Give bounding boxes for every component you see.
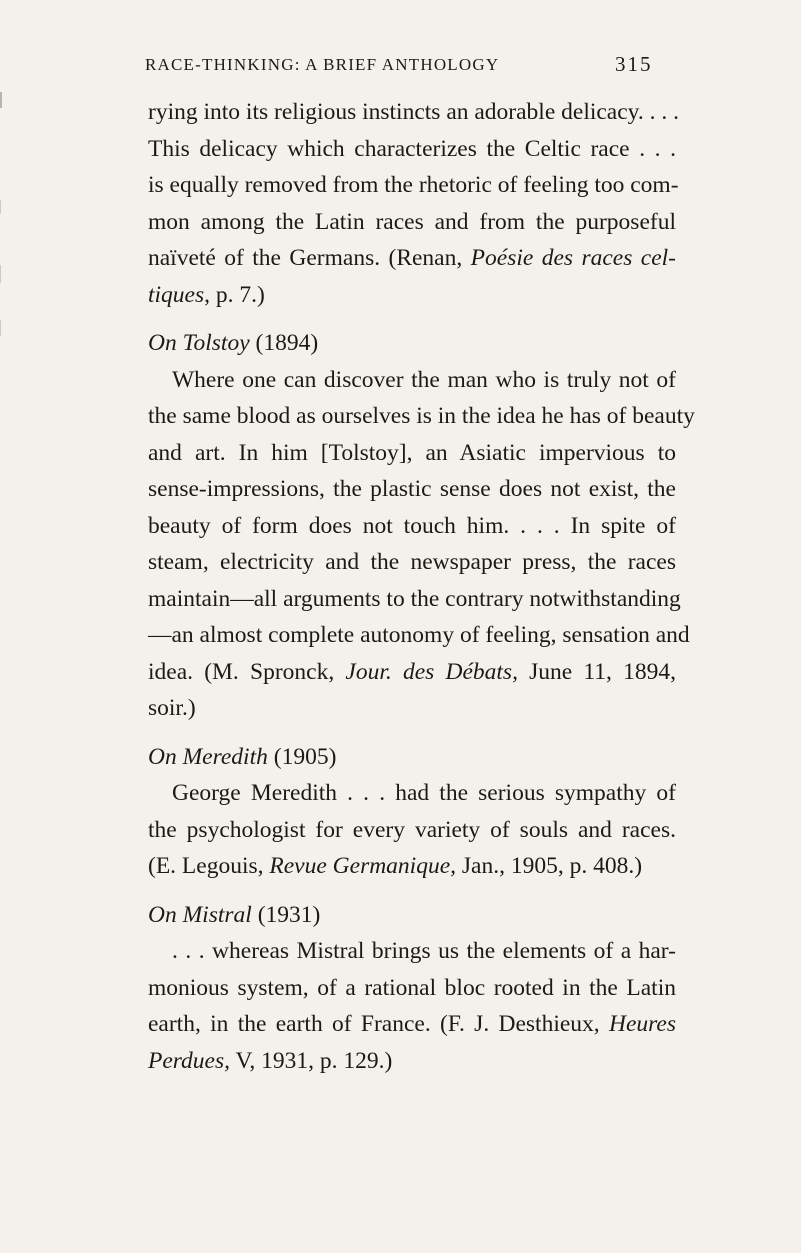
text-segment: V, 1931, p. 129.) (230, 1047, 393, 1074)
section-heading-tolstoy (148, 325, 676, 362)
text-line (148, 1006, 676, 1043)
text-segment: , p. 7.) (204, 281, 265, 308)
text-line: monious system, of a rational bloc rooted in the Latin (148, 974, 676, 1001)
text-line (148, 277, 676, 314)
heading-year: (1931) (251, 901, 321, 928)
body-text (148, 94, 695, 1079)
text-line: is equally removed from the rhetoric of feeling too com- (148, 172, 679, 198)
section-heading-meredith (148, 739, 676, 776)
heading-year: (1894) (249, 330, 319, 356)
text-line (148, 654, 676, 691)
text-segment: June 11, 1894, (517, 658, 677, 685)
text-segment: idea. (M. Spronck, (148, 658, 346, 685)
text-line: the psychologist for every variety of souls and races. (148, 816, 676, 843)
citation-title: Revue Germanique, (269, 853, 457, 879)
margin-tick (0, 200, 1, 214)
text-line: maintain—all arguments to the contrary notwithstanding (148, 585, 681, 612)
text-segment: earth, in the earth of France. (F. J. Desthieux, (148, 1011, 609, 1037)
running-title: RACE-THINKING: A BRIEF ANTHOLOGY (145, 55, 500, 74)
text-line: This delicacy which characterizes the Celtic race . . . (148, 135, 676, 162)
margin-tick (0, 265, 1, 283)
text-line (148, 240, 676, 277)
text-line: the same blood as ourselves is in the idea he has of beauty (148, 403, 695, 429)
text-segment: Jan., 1905, p. 408.) (456, 853, 643, 879)
section-heading-mistral (148, 897, 676, 934)
heading-year: (1905) (267, 743, 337, 770)
text-line: Where one can discover the man who is truly not of (172, 366, 676, 393)
text-line: . . . whereas Mistral brings us the elements of a har- (172, 938, 676, 964)
text-line: beauty of form does not touch him. . . . In spite of (148, 512, 676, 539)
citation-title: Poésie des races cel- (470, 245, 677, 271)
text-line: —an almost complete autonomy of feeling, sensation and (148, 622, 690, 648)
heading-title: On Meredith (148, 743, 268, 770)
heading-title: On Mistral (148, 901, 252, 928)
heading-title: On Tolstoy (148, 330, 250, 356)
citation-title: Perdues, (148, 1047, 231, 1074)
text-line: steam, electricity and the newspaper press, the races (148, 549, 676, 575)
text-segment: naïveté of the Germans. (Renan, (148, 245, 471, 271)
text-line (148, 848, 676, 885)
running-header (145, 52, 665, 76)
margin-tick (0, 320, 1, 336)
text-line: George Meredith . . . had the serious sympathy of (172, 780, 676, 806)
text-line: mon among the Latin races and from the purposeful (148, 208, 676, 235)
citation-title: tiques (148, 281, 205, 308)
citation-title: Jour. des Débats, (345, 658, 518, 685)
margin-mark (0, 92, 2, 108)
text-line: rying into its religious instincts an adorable delicacy. . . . (148, 99, 680, 125)
text-line: and art. In him [Tolstoy], an Asiatic impervious to (148, 439, 676, 466)
text-segment: (E. Legouis, (148, 853, 270, 879)
text-line (148, 1043, 676, 1080)
text-line: soir.) (148, 695, 196, 721)
citation-title: Heures (608, 1011, 676, 1037)
text-line: sense-impressions, the plastic sense does not exist, the (148, 476, 676, 502)
page-number: 315 (615, 52, 653, 76)
